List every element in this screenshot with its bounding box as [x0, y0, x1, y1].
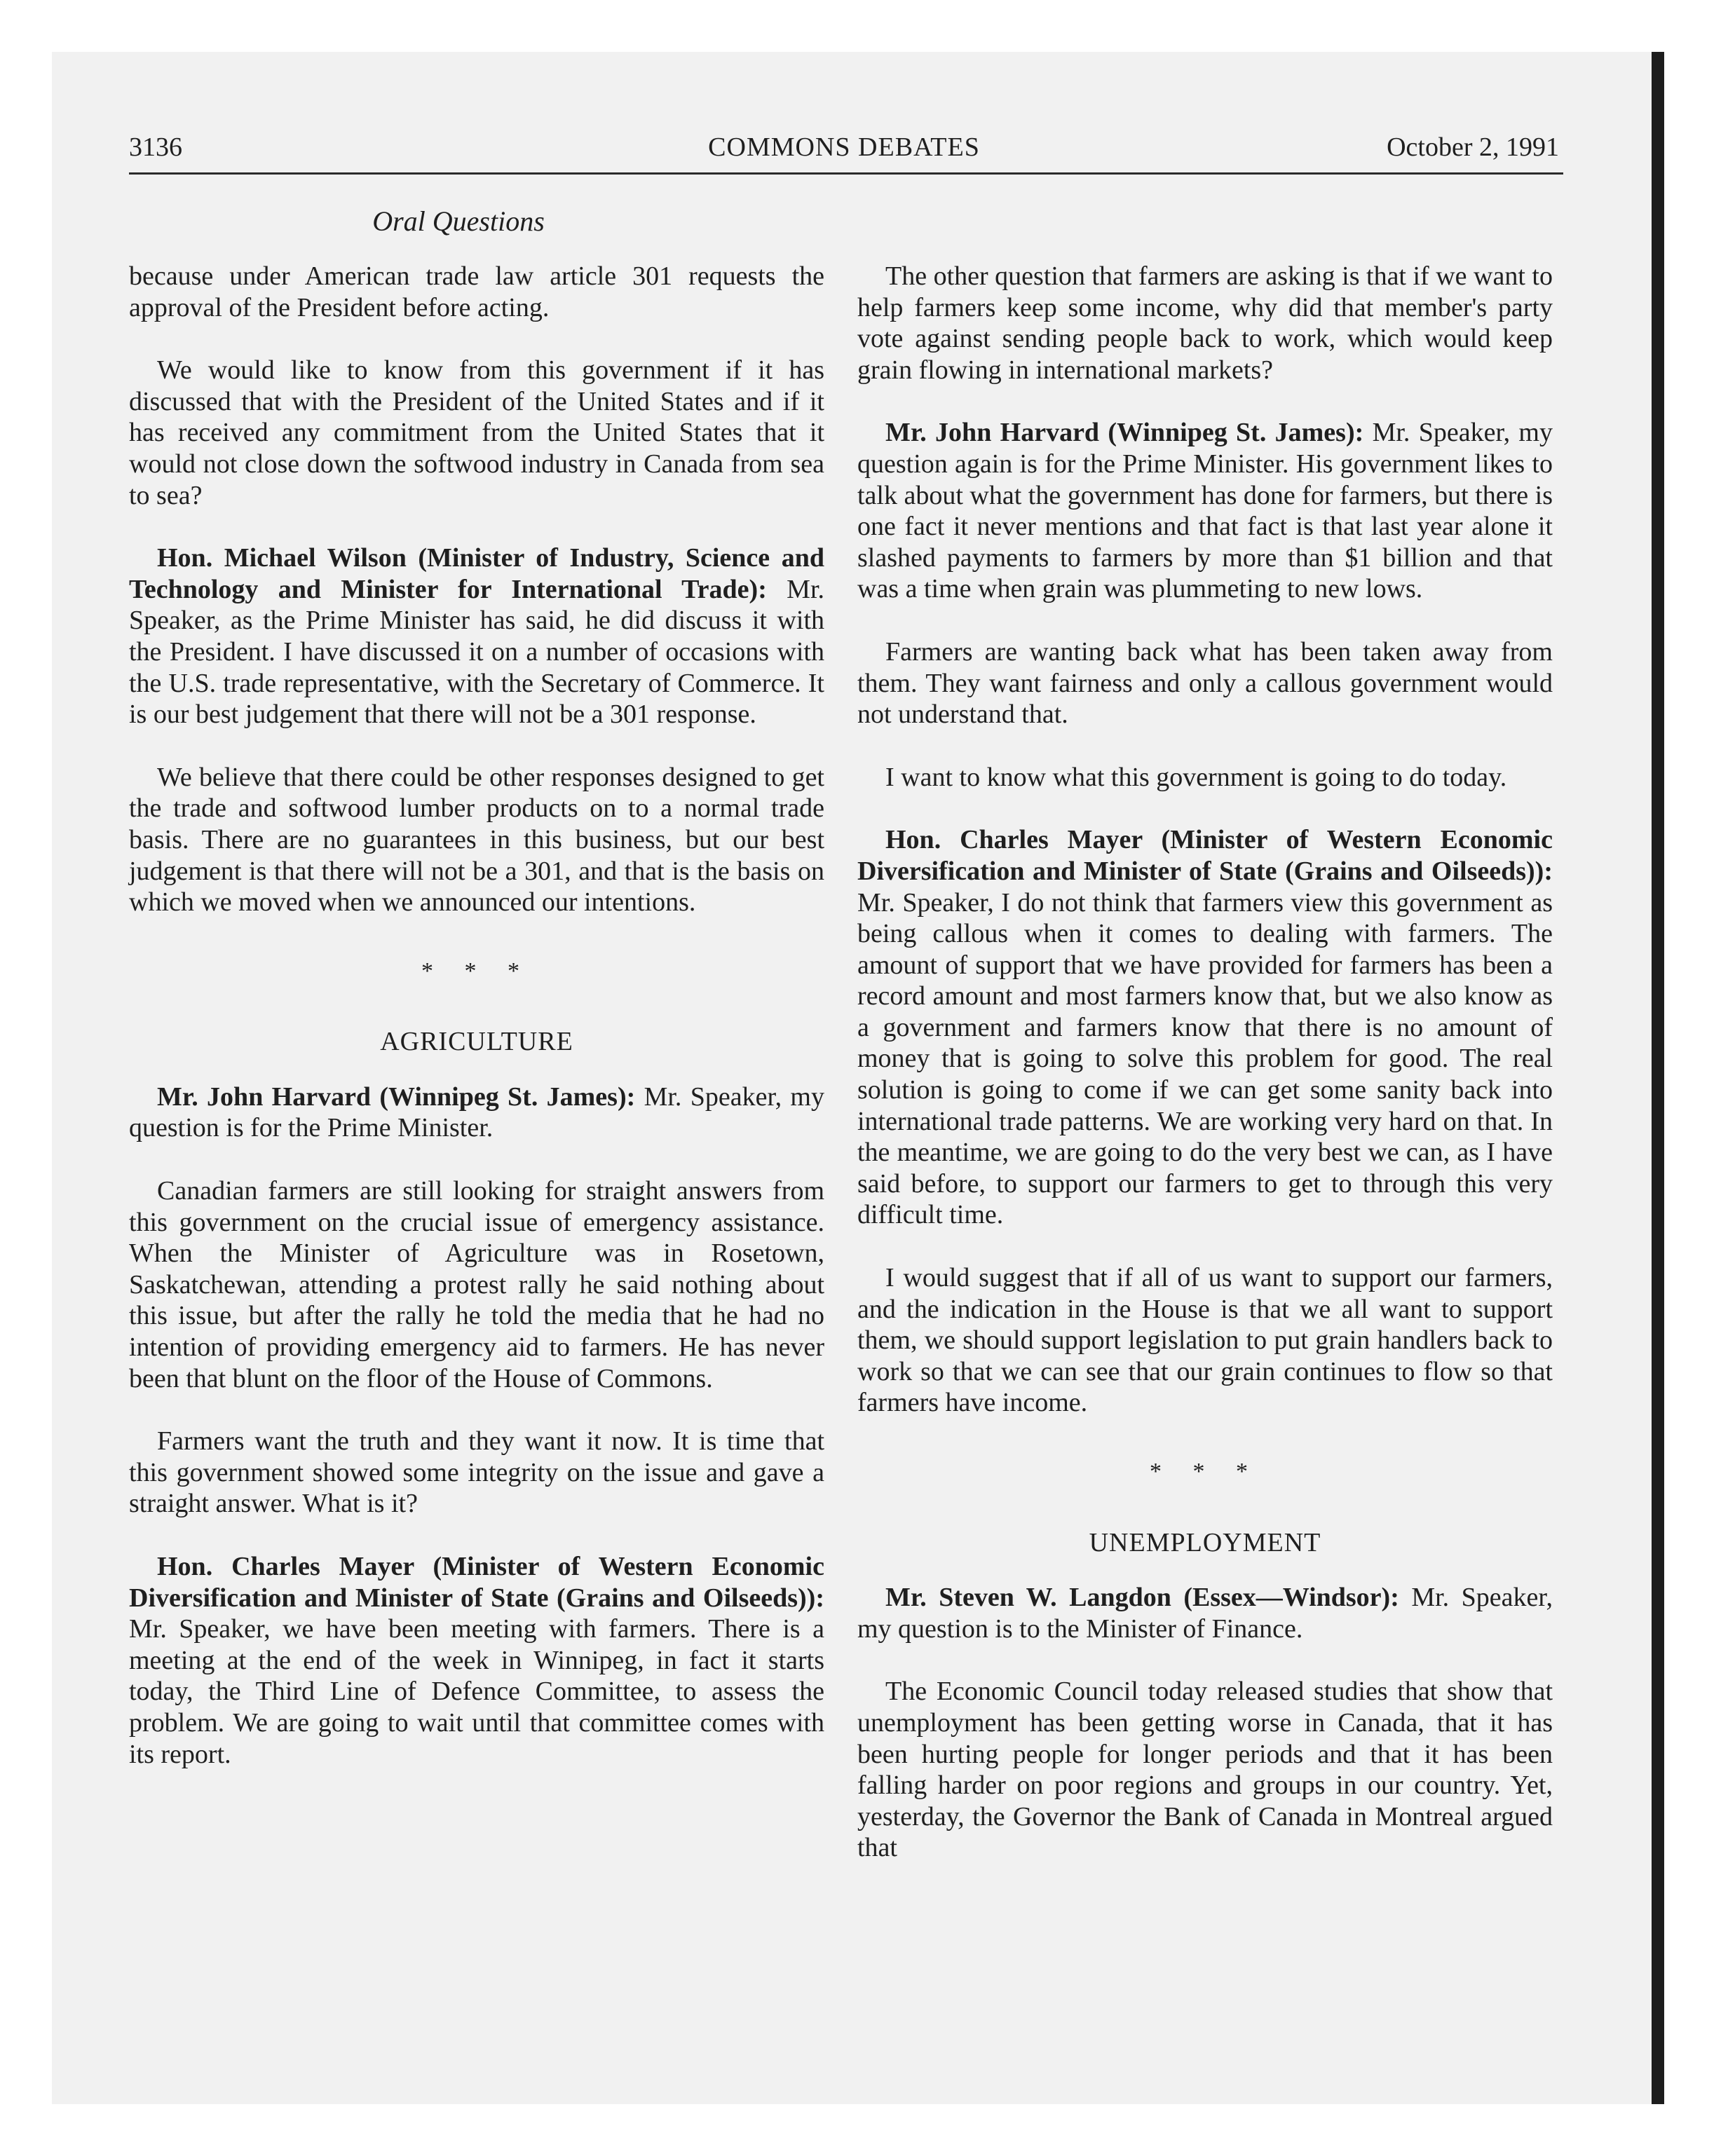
speech [129, 543, 824, 730]
speech-text: Mr. Speaker, my question is for the Prime Minister. [129, 1082, 824, 1143]
speech [129, 1551, 824, 1770]
speech [857, 824, 1553, 1231]
paragraph: I want to know what this government is going to do today. [885, 762, 1507, 792]
scan-edge-bar [1652, 52, 1664, 2104]
speech-text: Mr. Speaker, my question again is for the Prime Minister. His government likes to talk about what the government has done for farmers, but there is one fact it never mentions and that fact is that last year alone it slashed payments to farmers by more than $1 billion and that was a time when grain was plummeting to new lows. [857, 418, 1553, 604]
speaker-name: Mr. John Harvard (Winnipeg St. James): [885, 418, 1364, 448]
section-label: Oral Questions [372, 205, 545, 237]
publication-title: COMMONS DEBATES [708, 132, 980, 162]
left-column [129, 261, 824, 1801]
paragraph: I would suggest that if all of us want to support our farmers, and the indication in the House is that we all want to support them, we should support legislation to put grain handlers back to work so that we can see that our grain continues to flow so that farmers have income. [857, 1263, 1553, 1418]
speech-text: Mr. Speaker, my question is to the Minister of Finance. [857, 1583, 1553, 1644]
paragraph: The Economic Council today released studies that show that unemployment has been getting worse in Canada, that it has been hurting people for longer periods and that it has been falling harder on poor regions and groups in our country. Yet, yesterday, the Governor the Bank of Canada in Montreal argued that [857, 1677, 1553, 1863]
speaker-name: Mr. Steven W. Langdon (Essex—Windsor): [885, 1583, 1399, 1613]
right-column [857, 261, 1553, 1895]
paragraph: We believe that there could be other responses designed to get the trade and softwood lumber products on to a normal trade basis. There are no guarantees in this business, but our best judgement is that there will not be a 301, and that is the basis on which we moved when we announced our intentions. [129, 762, 824, 917]
page-date: October 2, 1991 [1387, 132, 1559, 162]
header-rule [129, 172, 1563, 175]
page-header [129, 132, 1559, 174]
speech [857, 417, 1553, 605]
paragraph: because under American trade law article 301 requests the approval of the President before acting. [129, 261, 824, 322]
section-separator: * * * [421, 957, 532, 984]
section-heading: AGRICULTURE [380, 1027, 573, 1057]
speaker-name: Hon. Charles Mayer (Minister of Western Economic Diversification and Minister of State (Grains and Oilseeds)): [857, 825, 1553, 886]
section-separator: * * * [1150, 1459, 1260, 1485]
speaker-name: Mr. John Harvard (Winnipeg St. James): [157, 1082, 636, 1112]
speech [129, 1082, 824, 1144]
speech-text: Mr. Speaker, we have been meeting with farmers. There is a meeting at the end of the week in Winnipeg, in fact it starts today, the Third Line of Defence Committee, to assess the problem. We are going to wait until that committee comes with its report. [129, 1614, 824, 1769]
speech-text: Mr. Speaker, I do not think that farmers view this government as being callous when it comes to dealing with farmers. The amount of support that we have provided for farmers has been a record amount and most farmers know that, but we also know as a government and farmers know that there is no amount of money that is going to solve this problem for good. The real solution is going to come if we can get some sanity back into international trade patterns. We are working very hard on that. In the meantime, we are going to do the very best we can, as I have said before, to support our farmers to get to through this very difficult time. [857, 887, 1553, 1230]
paragraph: Farmers want the truth and they want it now. It is time that this government showed some integrity on the issue and gave a straight answer. What is it? [129, 1426, 824, 1519]
paragraph: We would like to know from this government if it has discussed that with the President of the United States and if it has received any commitment from the United States that it would not close down the softwood industry in Canada from sea to sea? [129, 355, 824, 510]
page-number: 3136 [129, 132, 182, 162]
speaker-name: Hon. Charles Mayer (Minister of Western Economic Diversification and Minister of State (Grains and Oilseeds)): [129, 1552, 824, 1613]
paragraph: Canadian farmers are still looking for straight answers from this government on the crucial issue of emergency assistance. When the Minister of Agriculture was in Rosetown, Saskatchewan, attending a protest rally he said nothing about this issue, but after the rally he told the media that he had no intention of providing emergency aid to farmers. He has never been that blunt on the floor of the House of Commons. [129, 1176, 824, 1393]
paragraph: The other question that farmers are asking is that if we want to help farmers keep some income, why did that member's party vote against sending people back to work, which would keep grain flowing in international markets? [857, 261, 1553, 385]
paragraph: Farmers are wanting back what has been taken away from them. They want fairness and only a callous government would not understand that. [857, 636, 1553, 730]
speech [857, 1582, 1553, 1644]
section-heading: UNEMPLOYMENT [1089, 1527, 1321, 1557]
speaker-name: Hon. Michael Wilson (Minister of Industry, Science and Technology and Minister for International Trade): [129, 543, 824, 604]
speech-text: Mr. Speaker, as the Prime Minister has said, he did discuss it with the President. I have discussed it on a number of occasions with the U.S. trade representative, with the Secretary of Commerce. It is our best judgement that there will not be a 301 response. [129, 574, 824, 730]
